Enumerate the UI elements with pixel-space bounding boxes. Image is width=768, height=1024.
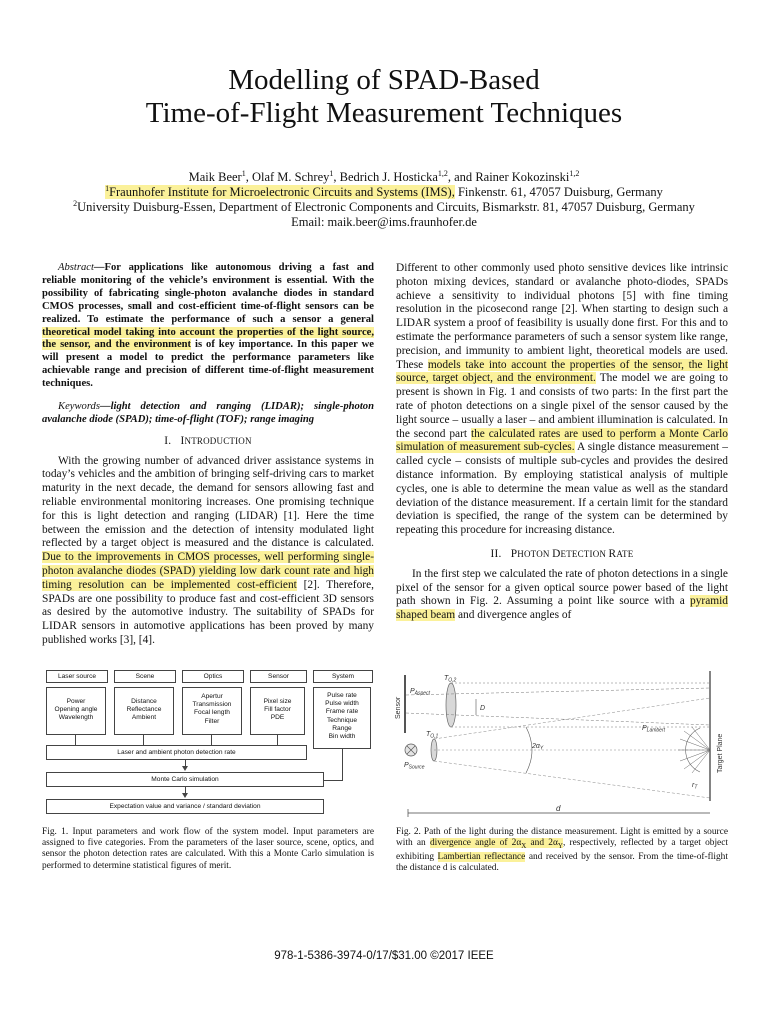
author-4: Rainer Kokozinski xyxy=(475,170,570,184)
fig2-caption-text-2: , respectively, reflected by a target object exhibiting xyxy=(396,838,728,863)
fig2-beam xyxy=(434,698,710,739)
abstract-text-2: is of key importance. In this paper we will present a model to predict the performance parameters like achievable range and precision of different time-of-flight measurement techniques. xyxy=(42,339,374,390)
abstract-highlight: theoretical model taking into account the properties of the light source, the sensor, and the environment xyxy=(42,326,374,351)
affiliation-1-highlight: Fraunhofer Institute for Microelectronic Circuits and Systems (IMS), xyxy=(109,185,455,199)
right-text-2: The model we are going to present is shown in Fig. 1 and consists of two parts: In the first part the rate of photon detections on a single pixel of the sensor caused by the light source – usually a laser – and ambient illumination is calculated. In the second part xyxy=(396,372,728,440)
fig1-connector xyxy=(143,735,144,745)
fig1-arrow-icon xyxy=(182,793,188,798)
fig1-header-laser: Laser source xyxy=(46,670,108,683)
right-highlight-1: models take into account the properties of the sensor, the light source, target object, and the environment. xyxy=(396,358,729,385)
section-2-initial-2: D xyxy=(552,547,561,560)
affiliation-1-address: Finkenstr. 61, 47057 Duisburg, Germany xyxy=(454,185,663,199)
fig1-param: Ambient xyxy=(131,714,157,722)
fig1-connector xyxy=(75,735,76,745)
affiliation-1: $^1$Fraunhofer Institute for Microelectronic Circuits and Systems (IMS), Finkenstr. 61, 47057 Duisburg, Germany xyxy=(105,183,663,199)
fig2-t-o2: $T_{O,2}$ xyxy=(444,675,457,684)
section-2-paragraph xyxy=(396,568,728,623)
section-2-number: II. xyxy=(490,547,502,560)
fig2-lens-receiver xyxy=(446,683,456,727)
keywords-text: —light detection and ranging (LIDAR); single-photon avalanche diode (SPAD); time-of-flight (TOF); range imaging xyxy=(42,401,374,425)
fig1-connector xyxy=(277,735,278,745)
fig2-t-o1: $T_{O,1}$ xyxy=(426,731,439,740)
fig1-param: Apertur xyxy=(201,693,223,700)
author-1: Maik Beer xyxy=(188,170,242,184)
fig1-param: Focal length xyxy=(194,709,230,717)
fig1-connector xyxy=(342,749,343,780)
abstract-label: Abstract xyxy=(58,262,94,273)
section-1-title-initial: I xyxy=(180,434,185,447)
fig1-params-optics xyxy=(182,687,242,735)
fig1-arrow-icon xyxy=(182,766,188,771)
section-2-heading xyxy=(396,548,728,562)
fig1-params-system xyxy=(313,687,371,749)
fig1-param: Bin width xyxy=(328,733,356,741)
section-2-initial-3: R xyxy=(608,547,617,560)
affiliation-2-text: University Duisburg-Essen, Department of Electronic Components and Circuits, Bismarkstr. 81, 47057 Duisburg, Germany xyxy=(77,200,695,214)
fig1-param: Technique xyxy=(326,716,358,724)
right-column xyxy=(396,262,728,623)
fig2-p-source: $P_{Source}$ xyxy=(404,762,425,771)
fig2-caption-hl1-mid: and 2α xyxy=(526,838,558,849)
fig1-params-laser xyxy=(46,687,106,735)
fig2-caption-highlight-1 xyxy=(429,838,563,851)
fig1-param: Power xyxy=(66,698,86,705)
section-2-rest-3: ATE xyxy=(616,548,634,559)
fig2-d-label: D xyxy=(480,705,486,712)
fig1-param: Pulse rate xyxy=(327,692,357,699)
fig1-param: Fill factor xyxy=(264,706,291,714)
fig1-param: PDE xyxy=(270,714,285,722)
title-line-1: Modelling of SPAD-Based xyxy=(228,64,540,96)
fig2-r-t: $r_T$ xyxy=(692,782,698,791)
author-list: Maik Beer$^1$, Olaf M. Schrey$^1$, Bedrich J. Hosticka$^{1,2}$, and Rainer Kokozinski$^{1,2}$ xyxy=(188,168,580,184)
fig1-param: Transmission xyxy=(192,701,232,709)
fig1-param: Frame rate xyxy=(325,708,359,716)
fig1-param: Distance xyxy=(131,698,157,705)
email: Email: maik.beer@ims.fraunhofer.de xyxy=(291,215,477,229)
fig2-caption-sub: X xyxy=(521,842,527,851)
section-2-initial-1: P xyxy=(510,547,518,560)
left-column xyxy=(42,262,374,648)
section-1-heading xyxy=(42,435,374,449)
fig1-connector xyxy=(322,780,343,781)
figure-2-light-path-diagram xyxy=(396,663,728,823)
right-highlight-2: the calculated rates are used to perform a Monte Carlo simulation of measurement sub-cycles. xyxy=(396,427,728,454)
section-2-rest-2: ETECTION xyxy=(560,548,609,559)
fig2-distance-label: d xyxy=(556,804,561,813)
fig1-step-expectation: Expectation value and variance / standard deviation xyxy=(46,799,324,814)
intro-paragraph xyxy=(42,455,374,648)
fig2-caption-hl1: divergence angle of 2α xyxy=(429,838,522,849)
fig2-caption-sub: Y xyxy=(557,842,563,851)
fig2-sensor-label: Sensor xyxy=(395,696,402,719)
paper-title xyxy=(0,64,768,130)
title-line-2: Time-of-Flight Measurement Techniques xyxy=(145,97,623,129)
fig1-param: Opening angle xyxy=(54,706,98,714)
section-2-text-2: and divergence angles of xyxy=(455,609,572,622)
author-2: Olaf M. Schrey xyxy=(251,170,330,184)
fig2-caption-text-3: and received by the sensor. From the time-of-flight the distance d is calculated. xyxy=(396,852,728,874)
fig1-header-sensor: Sensor xyxy=(250,670,307,683)
fig2-lambert-rays xyxy=(678,727,710,773)
fig2-target-label: Target Plane xyxy=(717,733,724,773)
section-1-title-rest: NTRODUCTION xyxy=(184,435,252,446)
fig2-p-lambert: $P_{Lambert}$ xyxy=(642,725,666,734)
author-block xyxy=(0,170,768,230)
fig1-param: Filter xyxy=(204,717,220,725)
figure-1-caption: Fig. 1. Input parameters and work flow of the system model. Input parameters are assigned to five categories. From the parameters of the laser source, scene, optics, and sensor the photon detection rates are calculated. With this a Monte Carlo simulation is performed to determine statistical figures of merit. xyxy=(42,827,374,871)
keywords-label: Keywords xyxy=(58,401,100,413)
fig2-caption-highlight-2: Lambertian reflectance xyxy=(437,852,526,863)
fig2-angle-label: $2\alpha_Y$ xyxy=(532,743,544,752)
fig1-param: Pulse width xyxy=(325,700,359,708)
fig1-header-optics: Optics xyxy=(182,670,244,683)
fig1-step-monte-carlo: Monte Carlo simulation xyxy=(46,772,324,787)
fig1-param: Pixel size xyxy=(263,698,292,705)
section-2-highlight: pyramid shaped beam xyxy=(396,595,728,622)
intro-text-1: With the growing number of advanced driver assistance systems in today’s vehicles and the ambition of bringing self-driving cars to market maturity in the next decade, the demand for sensors allowing fast and reliable environmental monitoring increases. One promising technique for this is light detection and ranging (LIDAR) [1]. Here the time between the emission and the detection of intensity modulated light reflected by a target object is measured and the distance is calculated. xyxy=(42,454,374,550)
author-3: Bedrich J. Hosticka xyxy=(339,170,438,184)
keywords xyxy=(42,401,374,427)
right-text-1: Different to other commonly used photo sensitive devices like intrinsic photon mixing devices, standard or avalanche photo-diodes, SPADs achieve a sensitivity to individual photons [5] with fine timing resolution in the picosecond range [2]. When starting to design such a LIDAR system a proof of feasibility is usually done first. For this and to estimate the performance parameters of such a sensor system like range, precision, and immunity to ambient light, theoretical models are used. These xyxy=(396,262,728,371)
fig1-params-scene xyxy=(114,687,174,735)
copyright-footer: 978-1-5386-3974-0/17/$31.00 ©2017 IEEE xyxy=(274,950,494,962)
fig1-param: Reflectance xyxy=(126,706,162,714)
abstract xyxy=(42,262,374,391)
fig1-params-sensor xyxy=(250,687,305,735)
fig2-caption-text-1: Fig. 2. Path of the light during the distance measurement. Light is emitted by a source with an xyxy=(396,827,728,849)
fig1-connector xyxy=(211,735,212,745)
figure-2-caption xyxy=(396,827,728,875)
fig1-header-scene: Scene xyxy=(114,670,176,683)
fig1-param: Range xyxy=(332,724,352,732)
fig1-param: Wavelength xyxy=(58,714,94,722)
fig1-header-system: System xyxy=(313,670,373,683)
right-paragraph xyxy=(396,262,728,538)
fig1-step-rate: Laser and ambient photon detection rate xyxy=(46,745,307,760)
right-text-3: A single distance measurement – called cycle – consists of multiple sub-cycles and provides the desired distance information. By employing statistical analysis of multiple cycles, one is able to determine the mean value as well as the standard deviation of the distance measurement. If a certain limit for the standard deviation is specified, the range of the system can be determined by repeating this procedure for increasing distance. xyxy=(396,441,728,537)
section-2-text-1: In the first step we calculated the rate of photon detections in a single pixel of the sensor for a given optical source power based of the light path shown in Fig. 2. Assuming a point like source with a xyxy=(396,567,728,608)
section-2-rest-1: HOTON xyxy=(517,548,553,559)
figure-1-diagram xyxy=(42,665,374,820)
fig2-beam xyxy=(434,761,710,798)
intro-highlight: Due to the improvements in CMOS processes, well performing single-photon avalanche diodes (SPAD) yielding low dark count rate and high timing resolution can be implemented cost-efficient xyxy=(42,551,374,591)
section-1-number: I. xyxy=(164,434,172,447)
fig2-sensor-bar xyxy=(404,675,406,733)
abstract-text-1: —For applications like autonomous driving a fast and reliable monitoring of the vehicle’s environment is essential. With the possibility of fabricating single-photon avalanche diodes in standard CMOS processes, small and cost-efficient time-of-flight sensors can be realized. To estimate the performance of such a sensor a general xyxy=(42,262,374,325)
intro-text-2: [2]. Therefore, SPADs are one possibility to produce fast and cost-efficient 3D sensors as desired by the automotive industry. The suitability of SPADs for LIDAR sensors in automotive applications has been proved by many published works [3], [4]. xyxy=(42,578,374,647)
fig2-p-aspect: $P_{Aspect}$ xyxy=(410,688,430,697)
affiliation-2: $^2$University Duisburg-Essen, Department of Electronic Components and Circuits, Bismarkstr. 81, 47057 Duisburg, Germany xyxy=(73,198,695,214)
